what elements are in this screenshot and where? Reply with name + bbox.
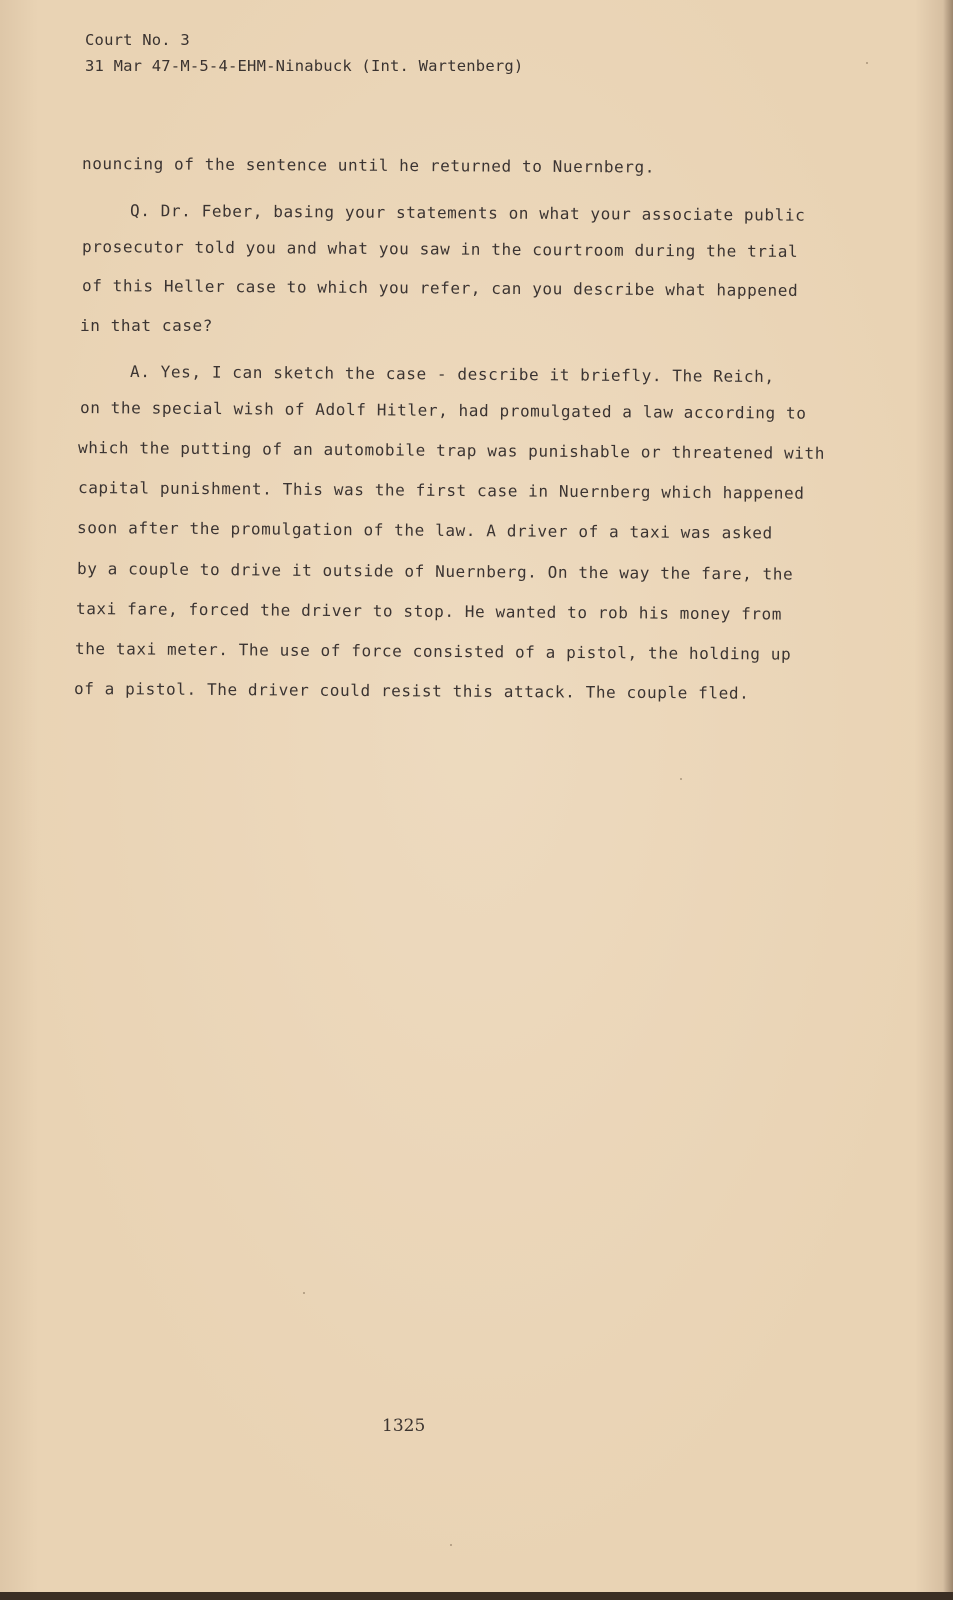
body-line: soon after the promulgation of the law. A driver of a taxi was asked: [76, 518, 773, 543]
body-line: taxi fare, forced the driver to stop. He wanted to rob his money from: [75, 599, 783, 624]
body-line: prosecutor told you and what you saw in the courtroom during the trial: [81, 237, 799, 262]
page-number: 1325: [382, 1416, 426, 1436]
body-line: by a couple to drive it outside of Nuernberg. On the way the fare, the: [76, 559, 794, 584]
session-reference: 31 Mar 47-M-5-4-EHM-Ninabuck (Int. Wartenberg): [85, 57, 524, 75]
page-edge-shadow: [943, 0, 953, 1600]
body-line: capital punishment. This was the first case in Nuernberg which happened: [77, 478, 805, 503]
body-line: of a pistol. The driver could resist this attack. The couple fled.: [73, 679, 750, 703]
court-number: Court No. 3: [85, 31, 190, 49]
body-line: on the special wish of Adolf Hitler, had promulgated a law according to: [79, 398, 807, 423]
paper-speck: [303, 1292, 305, 1294]
body-line: the taxi meter. The use of force consisted of a pistol, the holding up: [74, 639, 792, 664]
body-line: of this Heller case to which you refer, can you describe what happened: [81, 276, 799, 301]
body-line: nouncing of the sentence until he returned to Nuernberg.: [81, 154, 656, 177]
paper-speck: [450, 1544, 452, 1546]
body-line: which the putting of an automobile trap was punishable or threatened with: [77, 438, 826, 463]
body-line: in that case?: [80, 316, 214, 335]
paper-speck: [680, 778, 682, 780]
body-line: A. Yes, I can sketch the case - describe it briefly. The Reich,: [129, 362, 775, 387]
body-line: Q. Dr. Feber, basing your statements on what your associate public: [129, 201, 806, 225]
paper-speck: [866, 62, 868, 64]
